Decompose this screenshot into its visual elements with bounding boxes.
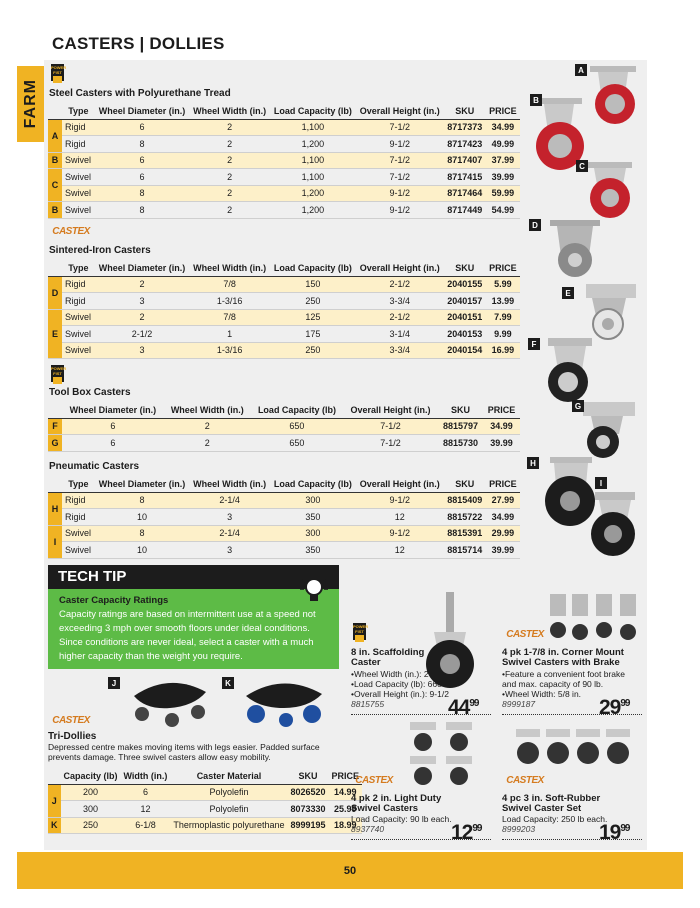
table-row	[48, 326, 520, 343]
table-cell: Polyolefin	[170, 801, 287, 818]
table-cell: Swivel	[62, 152, 95, 169]
page-title: CASTERS | DOLLIES	[52, 34, 225, 53]
table-cell: Swivel	[62, 169, 95, 186]
tech-tip-subheading: Caster Capacity Ratings	[59, 595, 169, 606]
price-cell: 39.99	[486, 542, 520, 559]
row-group-letter: G	[48, 435, 62, 452]
tri-dolly-image-j	[124, 676, 214, 730]
product-name: 4 pk 2 in. Light Duty Swivel Casters	[351, 793, 442, 814]
table-cell: Swivel	[62, 309, 95, 326]
sku-cell: 8717423	[444, 136, 486, 153]
price-cell: 13.99	[486, 293, 520, 310]
sku-cell: 8815391	[444, 525, 486, 542]
letter-header	[48, 403, 62, 418]
price-cell: 25.99	[329, 801, 363, 818]
table-cell: 7/8	[189, 276, 270, 293]
farm-section-tab	[17, 66, 44, 142]
row-group-letter: F	[48, 418, 62, 435]
table-cell: 10	[95, 542, 190, 559]
sku-cell: 2040157	[444, 293, 486, 310]
table-cell: 7-1/2	[356, 169, 444, 186]
sintered-casters-table	[48, 261, 520, 359]
table-cell: 1,100	[270, 152, 356, 169]
price-cell: 34.99	[486, 119, 520, 136]
table-cell: 250	[270, 342, 356, 359]
column-header: Type	[62, 261, 95, 276]
column-header: Wheel Diameter (in.)	[62, 403, 164, 418]
sku-cell: 8815714	[444, 542, 486, 559]
table-cell: 7-1/2	[343, 418, 438, 435]
column-header: Width (in.)	[121, 769, 171, 784]
table-cell: 2-1/4	[189, 492, 270, 509]
image-label-j: J	[108, 677, 120, 689]
column-header: Wheel Width (in.)	[189, 261, 270, 276]
tech-tip-heading: TECH TIP	[48, 565, 339, 589]
price-cell: 59.99	[486, 185, 520, 202]
tech-tip-box	[48, 565, 339, 669]
sintered-casters-title: Sintered-Iron Casters	[49, 245, 151, 256]
image-label-a: A	[575, 64, 587, 76]
column-header: PRICE	[486, 477, 520, 492]
column-header: Wheel Width (in.)	[189, 477, 270, 492]
image-label-e: E	[562, 287, 574, 299]
table-row	[48, 136, 520, 153]
table-row	[48, 817, 362, 834]
table-cell: 6	[121, 784, 171, 801]
page-footer	[17, 852, 683, 889]
price-cell: 34.99	[486, 509, 520, 526]
table-row	[48, 202, 520, 219]
letter-header	[48, 261, 62, 276]
table-cell: 2	[164, 435, 251, 452]
sku-cell: 2040151	[444, 309, 486, 326]
table-cell: 300	[270, 492, 356, 509]
table-cell: 3-3/4	[356, 342, 444, 359]
image-label-d: D	[529, 219, 541, 231]
product-price: $12^{99}$	[451, 821, 482, 844]
table-cell: 2-1/2	[95, 326, 190, 343]
product-sku: 8999187	[502, 699, 536, 709]
table-cell: 1-3/16	[189, 293, 270, 310]
table-row	[48, 525, 520, 542]
tri-dollies-title: Tri-Dollies	[48, 731, 97, 742]
castex-logo: CASTEX	[355, 774, 393, 786]
product-name: 4 pk 1-7/8 in. Corner Mount Swivel Casters with Brake	[502, 647, 624, 668]
table-cell: 8	[95, 202, 190, 219]
price-cell: 39.99	[483, 435, 520, 452]
table-cell: 7/8	[189, 309, 270, 326]
column-header: Overall Height (in.)	[343, 403, 438, 418]
tri-dollies-table	[48, 769, 362, 834]
sku-cell: 2040153	[444, 326, 486, 343]
table-cell: 3-3/4	[356, 293, 444, 310]
sku-cell: 8815409	[444, 492, 486, 509]
price-cell: 9.99	[486, 326, 520, 343]
table-cell: 6	[95, 152, 190, 169]
image-label-i: I	[595, 477, 607, 489]
column-header: Load Capacity (lb)	[270, 477, 356, 492]
steel-casters-table	[48, 104, 520, 219]
farm-tab-label: FARM	[21, 79, 39, 129]
table-cell: 1,100	[270, 169, 356, 186]
table-cell: 2-1/4	[189, 525, 270, 542]
table-cell: 1,200	[270, 202, 356, 219]
price-cell: 5.99	[486, 276, 520, 293]
column-header: PRICE	[486, 261, 520, 276]
column-header: SKU	[287, 769, 328, 784]
price-cell: 37.99	[486, 152, 520, 169]
image-label-g: G	[572, 400, 584, 412]
product-spec: •Wheel Width (in.): 2	[351, 669, 429, 679]
table-cell: 175	[270, 326, 356, 343]
product-spec: Load Capacity: 90 lb each.	[351, 814, 452, 824]
sku-cell: 8999195	[287, 817, 328, 834]
tri-dolly-image-k	[238, 676, 328, 730]
table-row	[48, 309, 520, 326]
price-cell: 54.99	[486, 202, 520, 219]
row-group-letter: D	[48, 276, 62, 309]
table-row	[48, 801, 362, 818]
table-cell: Swivel	[62, 525, 95, 542]
product-price: $44^{99}$	[448, 696, 479, 719]
product-spec: Load Capacity: 250 lb each.	[502, 814, 608, 824]
table-cell: 6	[62, 418, 164, 435]
table-cell: 2	[189, 185, 270, 202]
table-cell: 8	[95, 185, 190, 202]
table-cell: 8	[95, 525, 190, 542]
lightbulb-icon	[298, 570, 330, 608]
column-header: SKU	[444, 104, 486, 119]
table-cell: 3	[189, 542, 270, 559]
sku-cell: 8717373	[444, 119, 486, 136]
table-cell: 6	[95, 169, 190, 186]
steel-casters-title: Steel Casters with Polyurethane Tread	[49, 88, 231, 99]
product-sku: 8999203	[502, 824, 536, 834]
table-cell: 9-1/2	[356, 136, 444, 153]
table-cell: 1	[189, 326, 270, 343]
table-cell: 9-1/2	[356, 202, 444, 219]
sku-cell: 2040155	[444, 276, 486, 293]
table-cell: Thermoplastic polyurethane	[170, 817, 287, 834]
table-cell: 9-1/2	[356, 525, 444, 542]
table-cell: 650	[251, 435, 343, 452]
table-cell: 3-1/4	[356, 326, 444, 343]
table-cell: Rigid	[62, 276, 95, 293]
column-header: PRICE	[486, 104, 520, 119]
table-row	[48, 342, 520, 359]
table-cell: 350	[270, 542, 356, 559]
price-cell: 49.99	[486, 136, 520, 153]
table-cell: Rigid	[62, 492, 95, 509]
column-header: Wheel Diameter (in.)	[95, 104, 190, 119]
table-cell: 300	[61, 801, 121, 818]
price-cell: 29.99	[486, 525, 520, 542]
table-cell: 3	[95, 342, 190, 359]
column-header: Load Capacity (lb)	[270, 261, 356, 276]
image-label-c: C	[576, 160, 588, 172]
table-cell: Swivel	[62, 202, 95, 219]
soft-rubber-casters-image	[512, 725, 634, 771]
row-group-letter: K	[48, 817, 61, 834]
price-cell: 34.99	[483, 418, 520, 435]
row-group-letter: B	[48, 152, 62, 169]
table-cell: 250	[61, 817, 121, 834]
sku-cell: 2040154	[444, 342, 486, 359]
letter-header	[48, 104, 62, 119]
table-cell: 8	[95, 492, 190, 509]
table-cell: 3	[189, 509, 270, 526]
column-header: Caster Material	[170, 769, 287, 784]
price-cell: 27.99	[486, 492, 520, 509]
table-cell: 125	[270, 309, 356, 326]
table-cell: 1-3/16	[189, 342, 270, 359]
castex-logo: CASTEX	[506, 628, 544, 640]
column-header: PRICE	[329, 769, 363, 784]
image-label-h: H	[527, 457, 539, 469]
table-cell: 2	[164, 418, 251, 435]
price-cell: 16.99	[486, 342, 520, 359]
table-cell: 2	[189, 169, 270, 186]
table-cell: 1,200	[270, 185, 356, 202]
price-cell: 7.99	[486, 309, 520, 326]
product-spec: •Feature a convenient foot brake and max. capacity of 90 lb.	[502, 669, 625, 689]
sku-cell: 8815730	[438, 435, 483, 452]
table-cell: 12	[356, 542, 444, 559]
table-row	[48, 418, 520, 435]
table-cell: 9-1/2	[356, 185, 444, 202]
table-row	[48, 185, 520, 202]
column-header: SKU	[444, 477, 486, 492]
table-cell: Rigid	[62, 136, 95, 153]
table-cell: 6	[95, 119, 190, 136]
light-duty-casters-image	[406, 720, 486, 790]
column-header: Type	[62, 477, 95, 492]
table-cell: 3	[95, 293, 190, 310]
table-cell: 650	[251, 418, 343, 435]
table-cell: 2	[95, 276, 190, 293]
product-price: $19^{99}$	[599, 821, 630, 844]
table-cell: 250	[270, 293, 356, 310]
caster-image-d	[545, 218, 605, 283]
power-fist-badge: POWER FIST	[51, 64, 64, 81]
table-cell: 150	[270, 276, 356, 293]
table-cell: Rigid	[62, 119, 95, 136]
product-spec: •Overall Height (in.): 9-1/2	[351, 689, 449, 699]
table-cell: 2	[189, 119, 270, 136]
table-cell: 300	[270, 525, 356, 542]
caster-image-g	[575, 398, 637, 460]
table-cell: 2-1/2	[356, 276, 444, 293]
image-label-b: B	[530, 94, 542, 106]
table-cell: 7-1/2	[356, 152, 444, 169]
image-label-f: F	[528, 338, 540, 350]
table-row	[48, 492, 520, 509]
sku-cell: 8815797	[438, 418, 483, 435]
image-label-k: K	[222, 677, 234, 689]
table-cell: 8	[95, 136, 190, 153]
column-header: Wheel Diameter (in.)	[95, 477, 190, 492]
toolbox-casters-table	[48, 403, 520, 452]
power-fist-badge: POWER FIST	[51, 365, 64, 382]
product-sku: 8937740	[351, 824, 385, 834]
product-price: $29^{99}$	[599, 696, 630, 719]
table-cell: 2	[95, 309, 190, 326]
product-sku: 8815755	[351, 699, 385, 709]
row-group-letter: H	[48, 492, 62, 525]
column-header: Capacity (lb)	[61, 769, 121, 784]
row-group-letter: J	[48, 784, 61, 817]
product-name: 8 in. Scaffolding Caster	[351, 647, 425, 668]
column-header: SKU	[438, 403, 483, 418]
product-spec: •Load Capacity (lb): 660	[351, 679, 442, 689]
column-header: Load Capacity (lb)	[251, 403, 343, 418]
table-row	[48, 509, 520, 526]
table-row	[48, 152, 520, 169]
price-cell: 18.99	[329, 817, 363, 834]
sku-cell: 8717415	[444, 169, 486, 186]
column-header: Wheel Width (in.)	[164, 403, 251, 418]
table-cell: Rigid	[62, 293, 95, 310]
page-number: 50	[343, 864, 357, 877]
castex-logo: CASTEX	[52, 714, 90, 726]
pneumatic-casters-title: Pneumatic Casters	[49, 461, 140, 472]
column-header: Wheel Width (in.)	[189, 104, 270, 119]
table-cell: 12	[356, 509, 444, 526]
table-cell: 12	[121, 801, 171, 818]
row-group-letter: B	[48, 202, 62, 219]
product-name: 4 pc 3 in. Soft-Rubber Swivel Caster Set	[502, 793, 601, 814]
column-header: SKU	[444, 261, 486, 276]
table-row	[48, 169, 520, 186]
table-cell: Swivel	[62, 542, 95, 559]
table-cell: 2	[189, 152, 270, 169]
table-cell: 1,200	[270, 136, 356, 153]
scaffolding-caster-image	[420, 592, 480, 692]
letter-header	[48, 477, 62, 492]
table-cell: 10	[95, 509, 190, 526]
table-cell: 350	[270, 509, 356, 526]
power-fist-badge: POWER FIST	[353, 623, 366, 640]
letter-header	[48, 769, 61, 784]
castex-logo: CASTEX	[52, 225, 90, 237]
table-cell: 7-1/2	[356, 119, 444, 136]
toolbox-casters-title: Tool Box Casters	[49, 387, 131, 398]
price-cell: 14.99	[329, 784, 363, 801]
table-row	[48, 435, 520, 452]
sku-cell: 8717407	[444, 152, 486, 169]
row-group-letter: C	[48, 169, 62, 202]
table-cell: Swivel	[62, 326, 95, 343]
caster-image-f	[538, 336, 598, 406]
table-cell: Rigid	[62, 509, 95, 526]
sku-cell: 8815722	[444, 509, 486, 526]
sku-cell: 8026520	[287, 784, 328, 801]
row-group-letter: A	[48, 119, 62, 152]
table-cell: 7-1/2	[343, 435, 438, 452]
caster-image-i	[585, 490, 640, 560]
row-group-letter: I	[48, 525, 62, 558]
row-group-letter: E	[48, 309, 62, 359]
sku-cell: 8073330	[287, 801, 328, 818]
table-cell: 6	[62, 435, 164, 452]
column-header: Overall Height (in.)	[356, 261, 444, 276]
table-row	[48, 119, 520, 136]
sku-cell: 8717449	[444, 202, 486, 219]
pneumatic-casters-table	[48, 477, 520, 559]
table-cell: 9-1/2	[356, 492, 444, 509]
column-header: Type	[62, 104, 95, 119]
column-header: Overall Height (in.)	[356, 477, 444, 492]
column-header: Wheel Diameter (in.)	[95, 261, 190, 276]
castex-logo: CASTEX	[506, 774, 544, 786]
tri-dollies-description: Depressed centre makes moving items with legs easier. Padded surface prevents damage. Three swivel casters allow easy mobility.	[48, 742, 320, 762]
table-cell: Swivel	[62, 185, 95, 202]
sku-cell: 8717464	[444, 185, 486, 202]
tech-tip-body: Capacity ratings are based on intermittent use at a speed not exceeding 3 mph over smooth floors under ideal conditions. Since conditions are never ideal, select a caster with a much higher capacity than the weight you require.	[59, 609, 316, 662]
column-header: Load Capacity (lb)	[270, 104, 356, 119]
column-header: PRICE	[483, 403, 520, 418]
caster-image-e	[578, 282, 640, 344]
table-cell: 2	[189, 136, 270, 153]
table-cell: Swivel	[62, 342, 95, 359]
table-cell: 2-1/2	[356, 309, 444, 326]
table-row	[48, 293, 520, 310]
column-header: Overall Height (in.)	[356, 104, 444, 119]
table-cell: 6-1/8	[121, 817, 171, 834]
table-cell: 200	[61, 784, 121, 801]
table-row	[48, 542, 520, 559]
table-cell: 2	[189, 202, 270, 219]
corner-mount-casters-image	[546, 592, 641, 646]
table-cell: Polyolefin	[170, 784, 287, 801]
product-spec: •Wheel Width: 5/8 in.	[502, 689, 582, 699]
table-row	[48, 784, 362, 801]
table-row	[48, 276, 520, 293]
table-cell: 1,100	[270, 119, 356, 136]
price-cell: 39.99	[486, 169, 520, 186]
